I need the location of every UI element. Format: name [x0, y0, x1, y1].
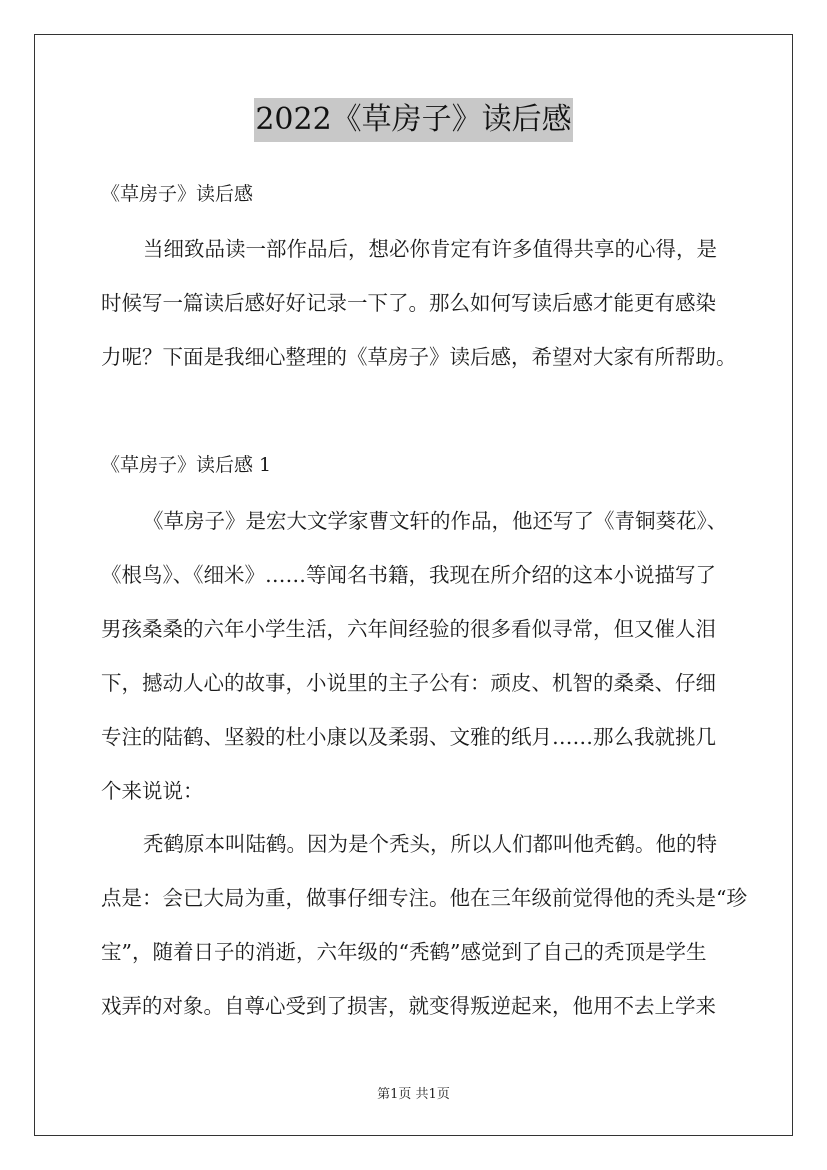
body-line: 秃鹤原本叫陆鹤。因为是个秃头，所以人们都叫他秃鹤。他的特	[143, 832, 717, 856]
title-container	[0, 98, 827, 142]
intro-line: 时候写一篇读后感好好记录一下了。那么如何写读后感才能更有感染	[101, 291, 716, 315]
section-heading: 《草房子》读后感 1	[101, 454, 272, 476]
body-line: 宝”，随着日子的消逝，六年级的“秃鹤”感觉到了自己的秃顶是学生	[101, 940, 707, 964]
intro-line: 力呢？下面是我细心整理的《草房子》读后感，希望对大家有所帮助。	[101, 345, 737, 369]
body-paragraph-1	[101, 494, 741, 818]
document-subtitle: 《草房子》读后感	[101, 183, 254, 205]
body-line: 专注的陆鹤、坚毅的杜小康以及柔弱、文雅的纸月……那么我就挑几	[101, 725, 716, 749]
body-line: 《根鸟》、《细米》……等闻名书籍，我现在所介绍的这本小说描写了	[101, 563, 716, 587]
intro-paragraph	[101, 222, 741, 384]
body-line: 男孩桑桑的六年小学生活，六年间经验的很多看似寻常，但又催人泪	[101, 617, 716, 641]
body-line: 戏弄的对象。自尊心受到了损害，就变得叛逆起来，他用不去上学来	[101, 994, 716, 1018]
body-line: 点是：会已大局为重，做事仔细专注。他在三年级前觉得他的秃头是“珍	[101, 886, 747, 910]
page-footer: 第1页 共1页	[377, 1087, 450, 1102]
body-paragraph-2	[101, 817, 747, 1033]
body-line: 下，撼动人心的故事，小说里的主子公有：顽皮、机智的桑桑、仔细	[101, 671, 716, 695]
body-line: 《草房子》是宏大文学家曹文轩的作品，他还写了《青铜葵花》、	[143, 509, 728, 533]
body-line: 个来说说：	[101, 779, 204, 803]
document-title: 2022《草房子》读后感	[254, 98, 572, 142]
intro-line: 当细致品读一部作品后，想必你肯定有许多值得共享的心得，是	[143, 237, 717, 261]
